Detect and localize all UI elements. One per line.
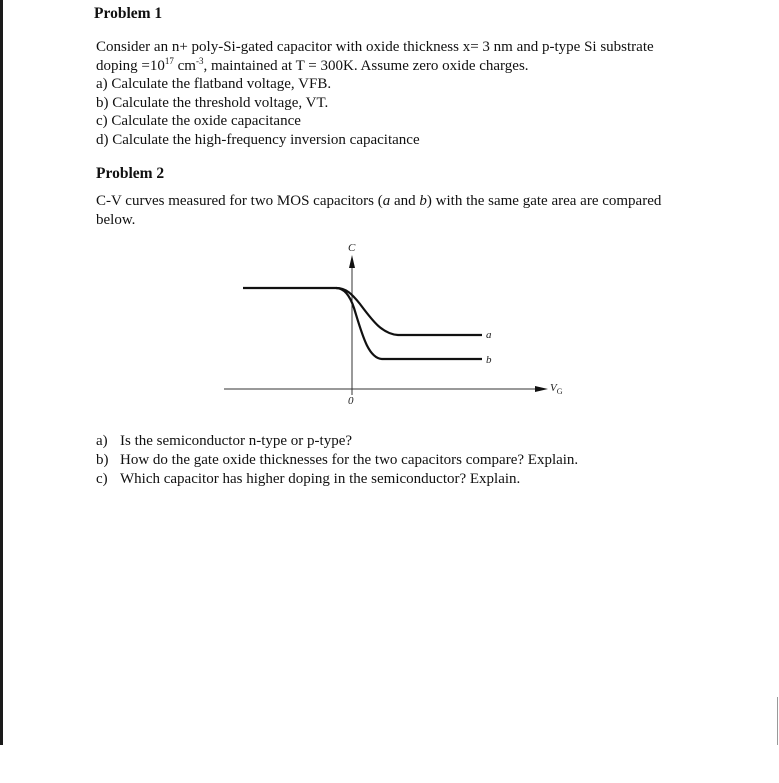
- question-label: c): [96, 471, 108, 487]
- intro-text: C-V curves measured for two MOS capacitors (: [96, 193, 383, 209]
- question-label: a): [96, 433, 108, 449]
- problem-1-item-c: c) Calculate the oxide capacitance: [96, 113, 301, 129]
- x-axis-arrow-icon: [535, 386, 548, 392]
- y-axis-label: C: [348, 242, 356, 254]
- problem-2-intro-line-2: below.: [96, 211, 136, 228]
- capacitor-a-ref: a: [382, 193, 391, 209]
- unit-exponent: -3: [195, 55, 204, 66]
- y-axis-arrow-icon: [349, 255, 355, 268]
- question-text: Is the semiconductor n-type or p-type?: [120, 433, 353, 449]
- question-c: [96, 470, 578, 489]
- problem-1-title: Problem 1: [94, 5, 163, 22]
- doping-exponent: 17: [164, 55, 174, 66]
- problem-2-questions: [96, 432, 578, 489]
- curve-b-label: b: [486, 354, 492, 366]
- problem-2-title: Problem 2: [96, 165, 165, 182]
- problem-1-item-d: d) Calculate the high-frequency inversion capacitance: [96, 131, 420, 148]
- question-text: Which capacitor has higher doping in the semiconductor? Explain.: [120, 471, 521, 487]
- x-axis-label-main: V: [550, 382, 557, 394]
- problem-1-item-a: a) Calculate the flatband voltage, VFB.: [96, 76, 332, 92]
- doping-text: doping =10: [96, 57, 165, 74]
- intro-text-end: ) with the same gate area are compared: [426, 193, 662, 209]
- intro-and: and: [390, 193, 420, 209]
- conditions-text: , maintained at T = 300K. Assume zero oxide charges.: [203, 57, 529, 74]
- question-label: b): [96, 452, 109, 468]
- unit-text: cm: [173, 57, 196, 74]
- x-axis-label-subscript: G: [556, 387, 563, 397]
- x-axis-label: [550, 382, 563, 398]
- question-a: [96, 432, 578, 451]
- question-text: How do the gate oxide thicknesses for the two capacitors compare? Explain.: [120, 452, 579, 468]
- origin-label: 0: [348, 395, 354, 407]
- question-b: [96, 451, 578, 470]
- curve-a: [243, 288, 482, 335]
- curve-a-label: a: [486, 329, 492, 341]
- problem-1-item-b: b) Calculate the threshold voltage, VT.: [96, 94, 329, 111]
- problem-1-intro-line-1: Consider an n+ poly-Si-gated capacitor with oxide thickness x= 3 nm and p-type Si substrate: [96, 39, 654, 55]
- curve-b: [336, 288, 482, 359]
- capacitor-b-ref: b: [419, 193, 427, 209]
